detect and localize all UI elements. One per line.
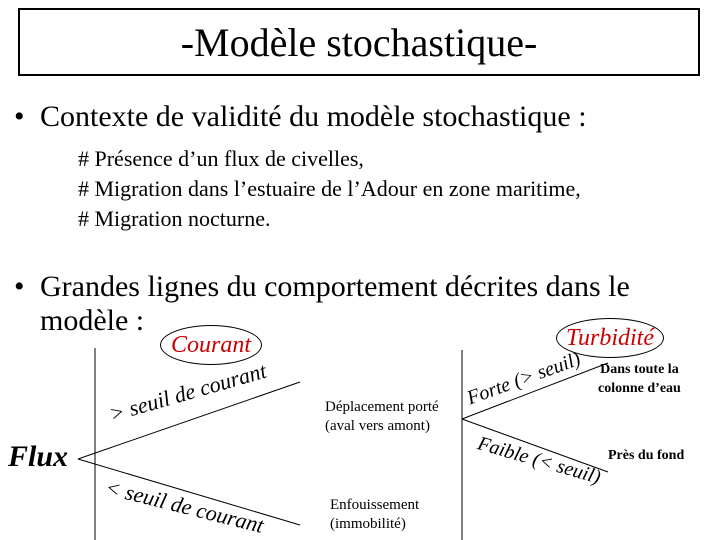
turbidite-oval: Turbidité <box>556 318 664 358</box>
turb-high-label: Forte (> seuil) <box>464 347 584 410</box>
flux-label: Flux <box>8 440 69 473</box>
courant-oval: Courant <box>160 325 262 365</box>
list-item: # Migration nocturne. <box>78 206 271 231</box>
bullet-behaviour-line1: Grandes lignes du comportement décrites dans le <box>40 270 630 303</box>
bullet-dot: • <box>14 100 25 133</box>
bullet-behaviour-line2: modèle : <box>40 304 145 337</box>
below-threshold-label: < seuil de courant <box>103 474 267 538</box>
bullet-context-text: Contexte de validité du modèle stochastique : <box>40 100 587 133</box>
list-item: # Migration dans l’estuaire de l’Adour en zone maritime, <box>78 176 581 201</box>
turb-low-label: Faible (< seuil) <box>475 432 604 489</box>
turb-high-result: Dans toute la colonne d’eau <box>598 362 681 396</box>
above-threshold-label: > seuil de courant <box>106 357 270 427</box>
turb-low-result: Près du fond <box>608 448 685 463</box>
outcome-lower: Enfouissement (immobilité) <box>330 497 420 532</box>
slide-title: -Modèle stochastique- <box>18 8 700 76</box>
list-item: # Présence d’un flux de civelles, <box>78 146 364 171</box>
outcome-upper: Déplacement porté (aval vers amont) <box>325 399 439 434</box>
bullet-dot: • <box>14 270 25 303</box>
